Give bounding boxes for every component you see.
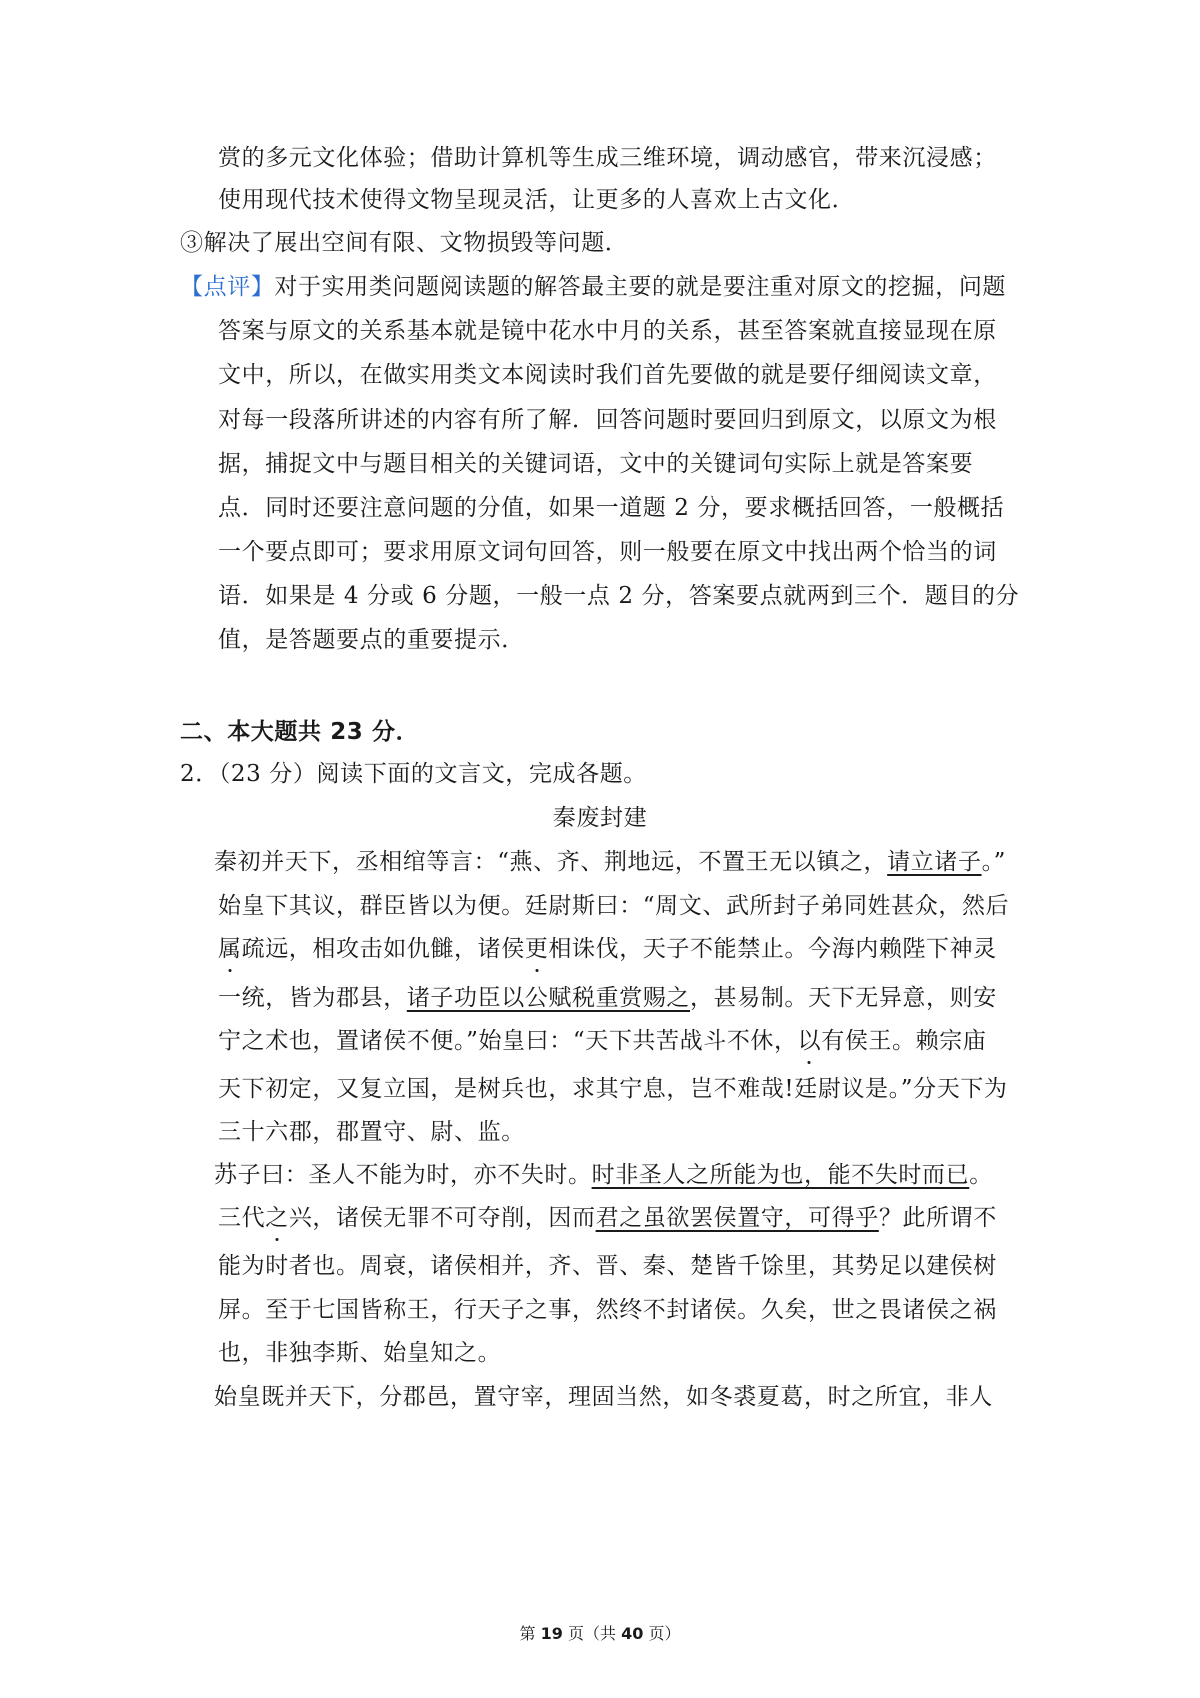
passage-line: 屏。至于七国皆称王，行天子之事，然终不封诸侯。久矣，世之畏诸侯之祸: [218, 1297, 997, 1323]
section-heading: 二、本大题共 23 分．: [180, 719, 420, 745]
text-span: 有侯王。赖宗庙: [821, 1028, 987, 1054]
text-span: 兴，诸侯无罪不可夺削，因而: [288, 1205, 596, 1231]
passage-title: 秦废封建: [552, 805, 648, 831]
underlined-phrase: 时非圣人之所能为也，能不失时而已: [591, 1162, 970, 1188]
comment-label: 点评: [203, 274, 251, 300]
passage-line: 始皇既并天下，分郡邑，置守宰，理固当然，如冬裘夏葛，时之所宜，非人: [214, 1384, 993, 1410]
passage-line: 能为时者也。周衰，诸侯相并，齐、晋、秦、楚皆千馀里，其势足以建侯树: [218, 1253, 997, 1279]
underlined-phrase: 请立诸子: [887, 849, 982, 875]
passage-line: [214, 847, 1006, 877]
text-span: 。”: [981, 849, 1007, 875]
passage-line: [218, 1203, 997, 1233]
footer-text: 页）: [643, 1624, 681, 1643]
comment-close-bracket: 】: [250, 274, 275, 300]
answer-item-3: ③解决了展出空间有限、文物损毁等问题．: [180, 230, 629, 256]
dotted-char: 以: [797, 1028, 822, 1054]
comment-line: 值，是答题要点的重要提示．: [218, 627, 525, 653]
underlined-phrase: 君之虽欲罢侯置守，可得乎: [595, 1205, 879, 1231]
footer-text: 第: [519, 1624, 541, 1643]
answer-line-1: 赏的多元文化体验；借助计算机等生成三维环境，调动感官，带来沉浸感；: [218, 145, 997, 171]
comment-line: 语．如果是 4 分或 6 分题，一般一点 2 分，答案要点就两到三个．题目的分: [218, 583, 1020, 609]
comment-text: 对于实用类问题阅读题的解答最主要的就是要注重对原文的挖掘，问题: [274, 274, 1007, 300]
comment-line: 点．同时还要注意问题的分值，如果一道题 2 分，要求概括回答，一般概括: [218, 495, 1005, 521]
passage-line: 也，非独李斯、始皇知之。: [218, 1340, 502, 1366]
underlined-phrase: 诸子功臣以公赋税重赏赐之: [406, 985, 691, 1011]
text-span: 相诛伐，天子不能禁止。今海内赖陛下神灵: [548, 936, 997, 962]
comment-line: 对每一段落所讲述的内容有所了解．回答问题时要回归到原文，以原文为根: [218, 407, 997, 433]
comment-line: 据，捕捉文中与题目相关的关键词语，文中的关键词句实际上就是答案要: [218, 451, 974, 477]
text-span: ，甚易制。天下无异意，则安: [690, 985, 997, 1011]
text-span: 苏子曰：圣人不能为时，亦不失时。: [214, 1162, 592, 1188]
passage-line: [214, 1160, 993, 1190]
page-number: 19: [540, 1624, 563, 1643]
text-span: 疏远，相攻击如仇雠，诸侯: [241, 936, 525, 962]
dotted-char: 更: [524, 936, 549, 962]
passage-line: [218, 1026, 986, 1056]
text-span: ？此所谓不: [878, 1205, 997, 1231]
dotted-char: 属: [218, 936, 242, 962]
comment-first-line: [180, 272, 1006, 302]
text-span: 秦初并天下，丞相绾等言：“燕、齐、荆地远，不置王无以镇之，: [214, 849, 888, 875]
comment-line: 答案与原文的关系基本就是镜中花水中月的关系，甚至答案就直接显现在原: [218, 318, 997, 344]
passage-line: [218, 983, 997, 1013]
text-span: 一统，皆为郡县，: [218, 985, 407, 1011]
passage-line: 天下初定，又复立国，是树兵也，求其宁息，岂不难哉!廷尉议是。”分天下为: [218, 1076, 1008, 1102]
comment-line: 文中，所以，在做实用类文本阅读时我们首先要做的就是要仔细阅读文章，: [218, 362, 997, 388]
passage-line: [218, 934, 997, 964]
footer-text: 页（共: [562, 1624, 622, 1643]
comment-open-bracket: 【: [180, 274, 204, 300]
total-pages: 40: [621, 1624, 644, 1643]
question-stem: 2．（23 分）阅读下面的文言文，完成各题。: [180, 761, 647, 787]
answer-line-2: 使用现代技术使得文物呈现灵活，让更多的人喜欢上古文化．: [218, 187, 856, 213]
text-span: 。: [969, 1162, 993, 1188]
text-span: 宁之术也，置诸侯不便。”始皇曰：“天下共苦战斗不休，: [218, 1028, 798, 1054]
passage-line: 三十六郡，郡置守、尉、监。: [218, 1119, 525, 1145]
comment-line: 一个要点即可；要求用原文词句回答，则一般要在原文中找出两个恰当的词: [218, 539, 997, 565]
page-footer: [0, 1623, 1200, 1645]
dotted-char: 之: [265, 1205, 289, 1231]
text-span: 三代: [218, 1205, 266, 1231]
passage-line: 始皇下其议，群臣皆以为便。廷尉斯曰：“周文、武所封子弟同姓甚众，然后: [218, 893, 1010, 919]
